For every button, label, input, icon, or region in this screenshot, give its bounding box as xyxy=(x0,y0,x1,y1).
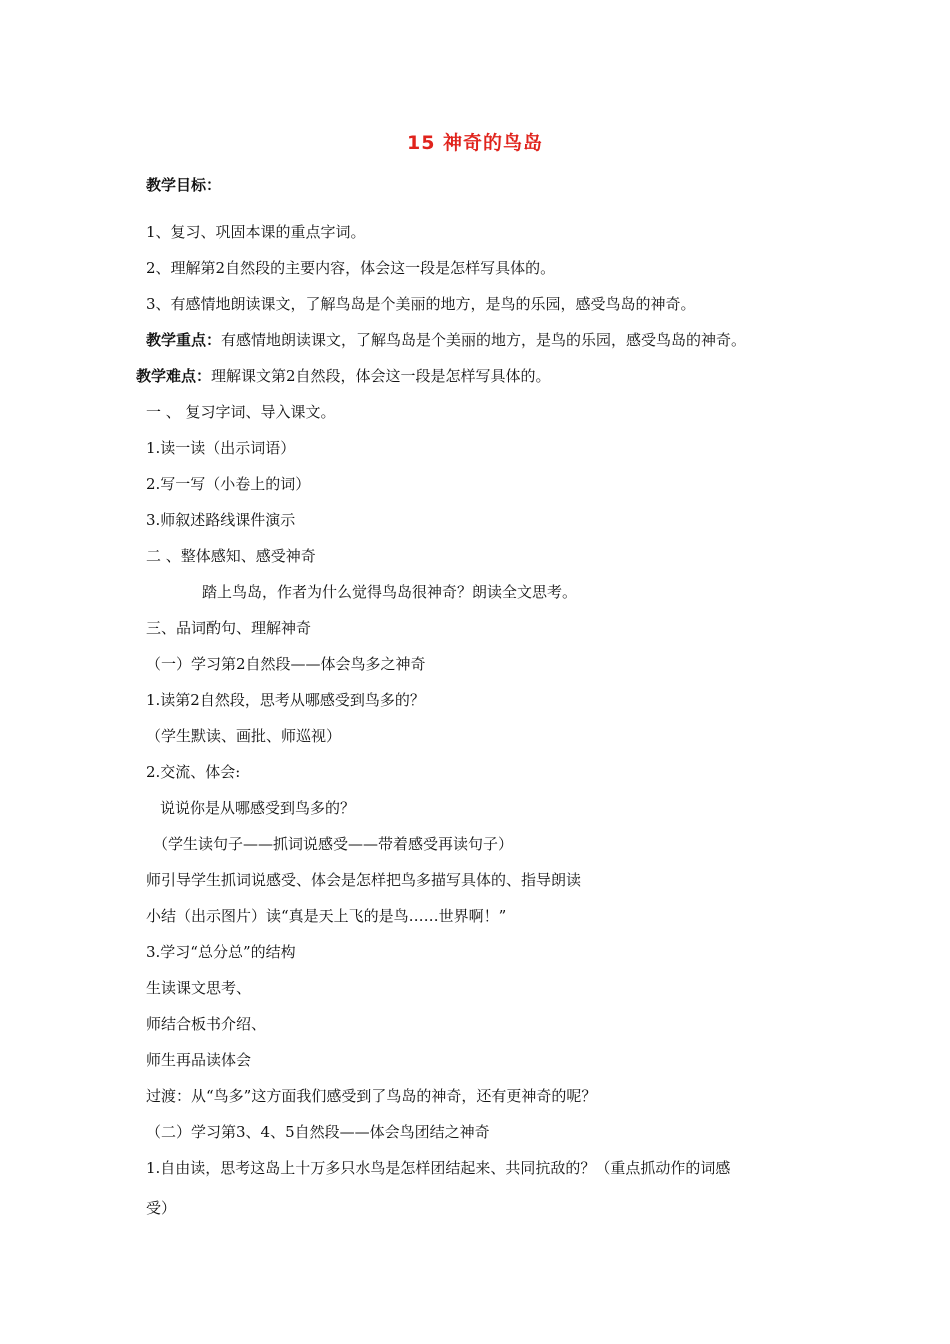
line-write: 2.写一写（小卷上的词） xyxy=(146,475,311,493)
difficulty-label: 教学难点： xyxy=(136,367,212,385)
line-read: 1.读一读（出示词语） xyxy=(146,439,296,457)
line-silent-read: （学生默读、画批、师巡视） xyxy=(146,727,342,745)
difficulty-text: 理解课文第2自然段，体会这一段是怎样写具体的。 xyxy=(211,367,551,385)
section-3-heading: 三、品词酌句、理解神奇 xyxy=(146,619,312,637)
objectives-heading: 教学目标： xyxy=(146,176,222,194)
line-teacher-board: 师结合板书介绍、 xyxy=(146,1015,267,1033)
section-1-heading: 一 、 复习字词、导入课文。 xyxy=(146,403,336,421)
objective-3: 3、有感情地朗读课文，了解鸟岛是个美丽的地方，是鸟的乐园，感受鸟岛的神奇。 xyxy=(146,295,696,313)
line-transition: 过渡：从“鸟多”这方面我们感受到了鸟岛的神奇，还有更神奇的呢？ xyxy=(146,1087,597,1105)
key-point-text: 有感情地朗读课文，了解鸟岛是个美丽的地方，是鸟的乐园，感受鸟岛的神奇。 xyxy=(221,331,747,349)
subsection-2-heading: （二）学习第3、4、5自然段——体会鸟团结之神奇 xyxy=(146,1123,490,1141)
document-title: 15 神奇的鸟岛 xyxy=(406,132,544,154)
key-point-label: 教学重点： xyxy=(146,331,222,349)
line-step-on-island: 踏上鸟岛，作者为什么觉得鸟岛很神奇？朗读全文思考。 xyxy=(202,583,578,601)
line-student-think: 生读课文思考、 xyxy=(146,979,252,997)
line-summary: 小结（出示图片）读“真是天上飞的是鸟……世界啊！” xyxy=(146,907,507,925)
line-student-read: （学生读句子——抓词说感受——带着感受再读句子） xyxy=(153,835,514,853)
subsection-1-heading: （一）学习第2自然段——体会鸟多之神奇 xyxy=(146,655,426,673)
key-point xyxy=(146,330,746,350)
line-reread: 师生再品读体会 xyxy=(146,1051,252,1069)
line-free-read: 1.自由读，思考这岛上十万多只水鸟是怎样团结起来、共同抗敌的？（重点抓动作的词感 xyxy=(146,1159,731,1177)
line-exchange: 2.交流、体会: xyxy=(146,763,241,781)
difficulty xyxy=(136,366,551,386)
line-teacher-guide: 师引导学生抓词说感受、体会是怎样把鸟多描写具体的、指导朗读 xyxy=(146,871,582,889)
section-2-heading: 二 、整体感知、感受神奇 xyxy=(146,547,316,565)
line-say: 说说你是从哪感受到鸟多的？ xyxy=(160,799,356,817)
line-read-paragraph-2: 1.读第2自然段，思考从哪感受到鸟多的？ xyxy=(146,691,425,709)
objective-1: 1、复习、巩固本课的重点字词。 xyxy=(146,223,366,241)
line-route: 3.师叙述路线课件演示 xyxy=(146,511,296,529)
line-free-read-cont: 受） xyxy=(146,1199,177,1217)
objective-2: 2、理解第2自然段的主要内容，体会这一段是怎样写具体的。 xyxy=(146,259,556,277)
line-structure: 3.学习“总分总”的结构 xyxy=(146,943,296,961)
